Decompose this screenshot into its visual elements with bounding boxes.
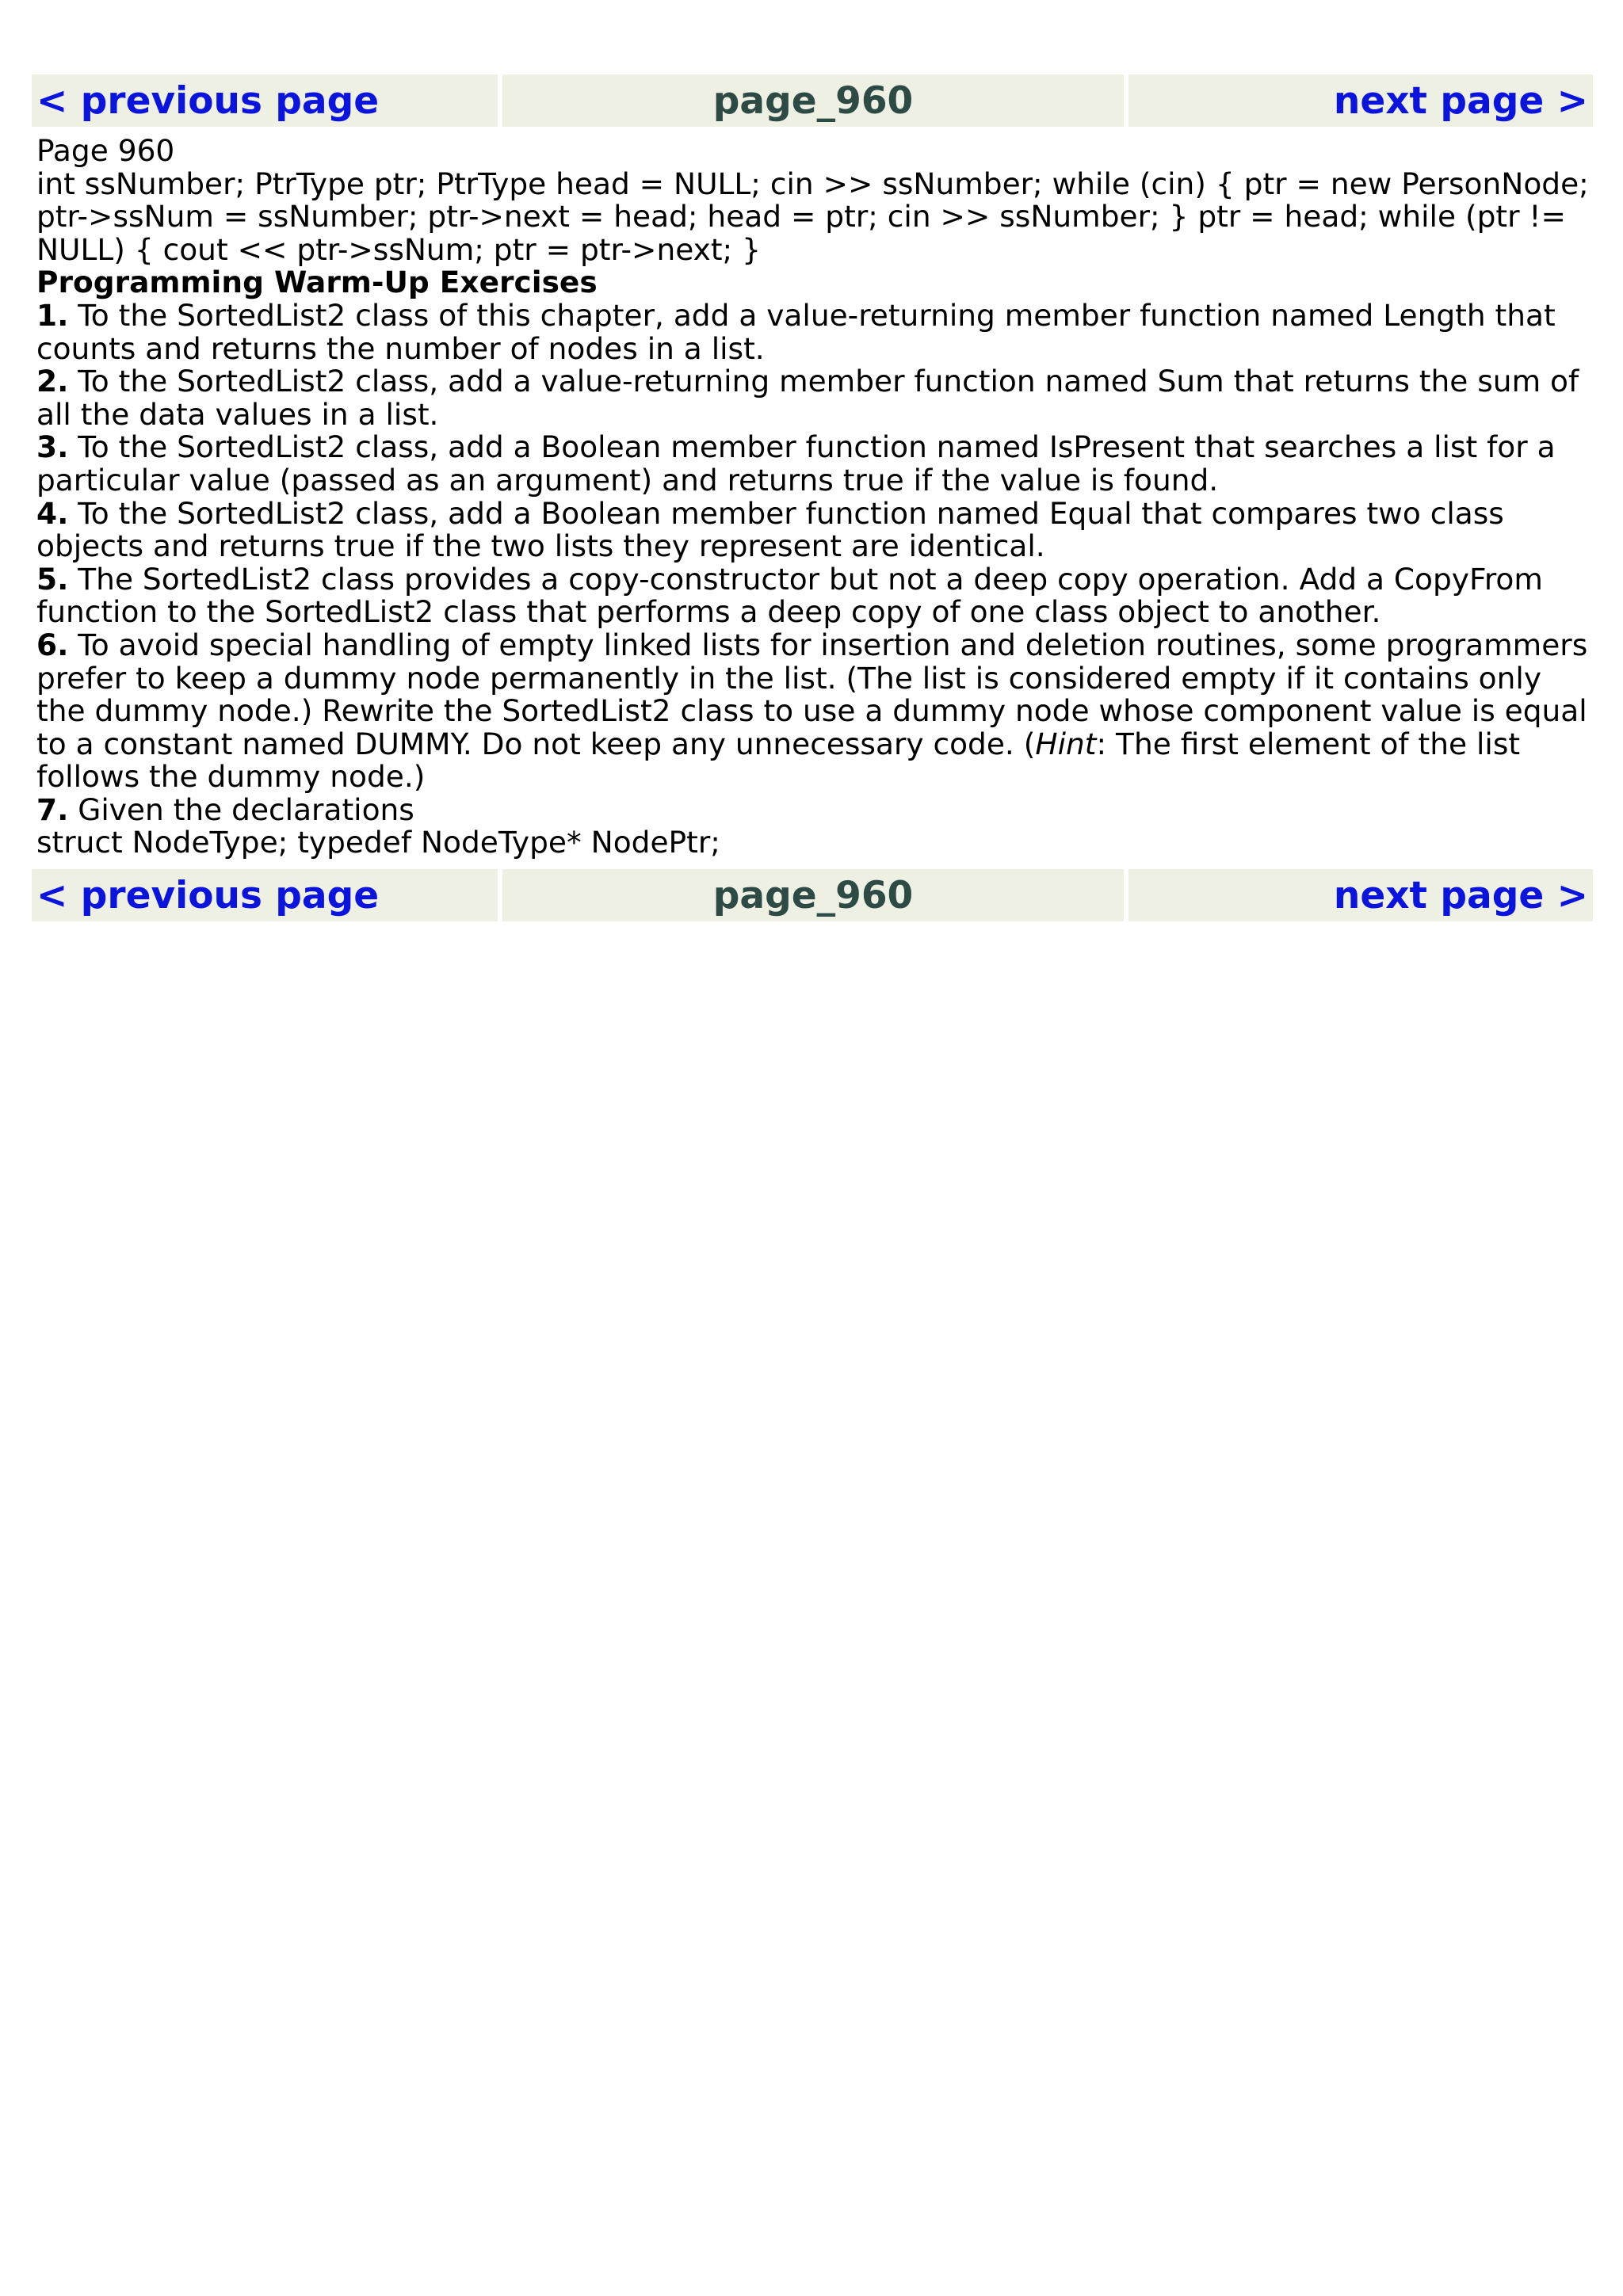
top-navigation-bar [32,74,1598,127]
exercise-item [36,495,1593,564]
exercise-text-continued: : The first element of the list follows the dummy node.) [36,726,1521,795]
exercise-text: To the SortedList2 class, add a Boolean member function named IsPresent that searches a list for a particular value (passed as an argument) and returns true if the value is found. [36,429,1556,498]
page-number-label: Page 960 [36,133,175,168]
exercise-number: 5. [36,561,69,597]
exercise-number: 6. [36,627,69,662]
exercise-text: To the SortedList2 class of this chapter, add a value-returning member function named Length that counts and returns the number of nodes in a list. [36,297,1556,366]
exercise-number: 3. [36,429,69,465]
exercise-item [36,299,1593,365]
exercise-number: 4. [36,495,69,531]
hint-word: Hint [1035,726,1097,761]
declarations-code: struct NodeType; typedef NodeType* NodePtr; [36,825,720,860]
bottom-navigation-bar [32,869,1598,921]
page-content [32,127,1598,860]
exercise-number: 2. [36,364,69,399]
exercise-number: 7. [36,791,69,827]
exercise-text: To the SortedList2 class, add a value-returning member function named Sum that returns the sum of all the data values in a list. [36,364,1579,432]
next-page-link[interactable]: next page > [1128,869,1593,921]
page [32,74,1598,921]
previous-page-link[interactable]: < previous page [32,869,498,921]
previous-page-link[interactable]: < previous page [32,74,498,127]
next-page-link[interactable]: next page > [1128,74,1593,127]
page-title: page_960 [502,869,1124,921]
page-title: page_960 [502,74,1124,127]
section-heading: Programming Warm-Up Exercises [36,265,598,300]
exercise-text: To avoid special handling of empty linked lists for insertion and deletion routines, some programmers prefer to keep a dummy node permanently in the list. (The list is considered empty if it contains only the dummy node.) Rewrite the SortedList2 class to use a dummy node whose component value is equal to a constant named DUMMY. Do not keep any unnecessary code. ( [36,627,1588,761]
exercise-item [36,431,1593,497]
exercise-item [36,791,1593,827]
exercise-text: Given the declarations [68,791,414,827]
exercise-text: To the SortedList2 class, add a Boolean member function named Equal that compares two class objects and returns true if the two lists they represent are identical. [36,495,1504,564]
exercise-item [36,563,1593,629]
exercise-text: The SortedList2 class provides a copy-constructor but not a deep copy operation. Add a CopyFrom function to the SortedList2 class that performs a deep copy of one class object to another. [36,561,1543,630]
exercise-item [36,629,1593,794]
code-snippet: int ssNumber; PtrType ptr; PtrType head = NULL; cin >> ssNumber; while (cin) { ptr = new PersonNode; ptr->ssNum = ssNumber; ptr->next = head; head = ptr; cin >> ssNumber; } ptr = head; while (ptr != NULL) { cout << ptr->ssNum; ptr = ptr->next; } [36,166,1589,267]
exercise-number: 1. [36,297,69,333]
exercise-item [36,365,1593,431]
